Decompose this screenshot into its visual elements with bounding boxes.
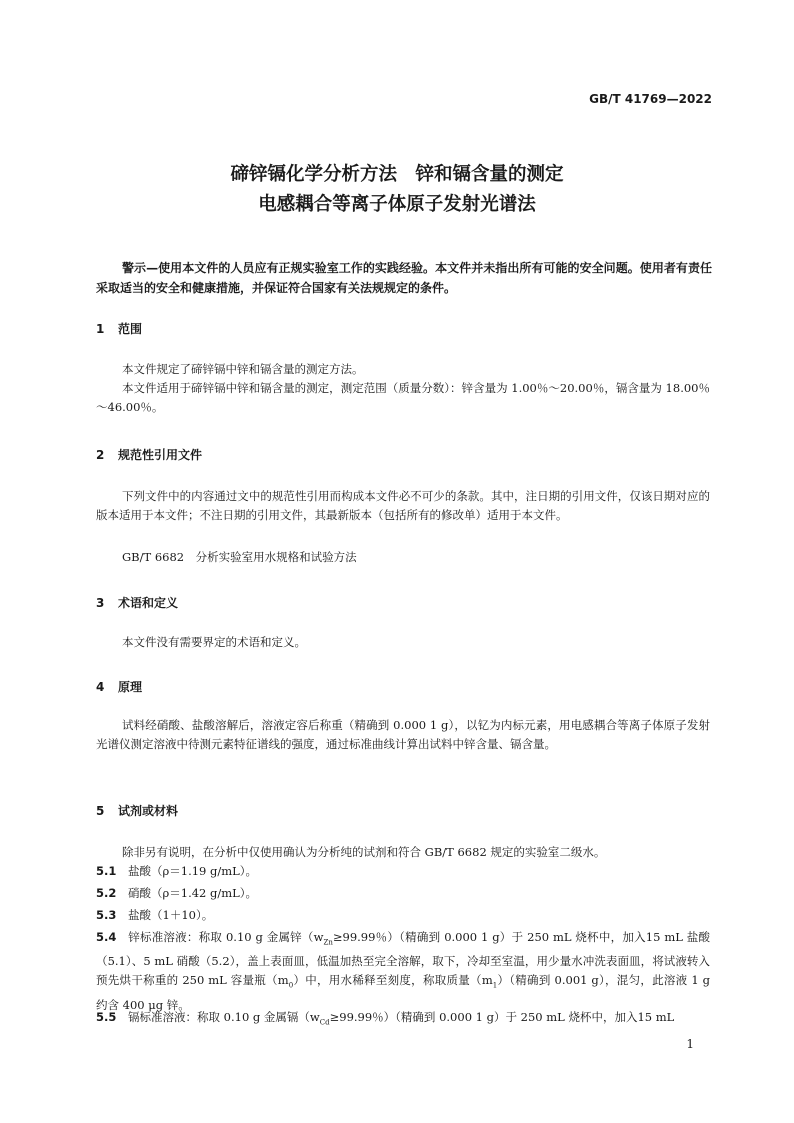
section-heading-principle [96,678,142,695]
subscript: Cd [319,1018,330,1027]
paragraph: 除非另有说明，在分析中仅使用确认为分析纯的试剂和符合 GB/T 6682 规定的实验室二级水。 [122,845,606,859]
item-text: 盐酸（1＋10）。 [128,908,214,922]
section-number: 4 [96,680,105,694]
section-number: 1 [96,322,105,336]
section-number: 3 [96,596,105,610]
item-text: ≥99.99％）（精确到 0.000 1 g）于 250 mL 烧杯中，加入15 mL [329,1010,675,1024]
item-text: 硝酸（ρ＝1.42 g/mL）。 [128,886,258,900]
subscript: 1 [492,981,498,990]
section-heading-normative-references [96,446,202,463]
section-heading-scope [96,320,142,337]
section-title: 原理 [118,680,143,694]
item-number: 5.2 [96,886,117,900]
list-item [96,862,710,881]
item-text: ）（精确到 0.001 g），混匀，此溶液 1 g 约含 400 μg 锌。 [96,973,710,1012]
standard-code: GB/T 41769—2022 [589,92,712,106]
item-text: 锌标准溶液：称取 0.10 g 金属锌（w [128,930,324,944]
section-title: 范围 [118,322,143,336]
section-number: 2 [96,448,105,462]
page-number: 1 [686,1037,694,1051]
item-number: 5.1 [96,864,117,878]
section-title: 试剂或材料 [118,804,179,818]
section-title: 术语和定义 [118,596,179,610]
list-item [96,906,710,925]
subscript: Zn [323,938,333,947]
item-text: 盐酸（ρ＝1.19 g/mL）。 [128,864,258,878]
section-title: 规范性引用文件 [118,448,203,462]
item-number: 5.3 [96,908,117,922]
document-title-line-1: 碲锌镉化学分析方法 锌和镉含量的测定 [230,164,564,185]
subscript: 0 [288,981,294,990]
list-item [96,928,710,1015]
item-number: 5.4 [96,930,117,944]
list-item [96,884,710,903]
item-text: 镉标准溶液：称取 0.10 g 金属镉（w [128,1010,320,1024]
section-heading-reagents [96,802,178,819]
safety-warning: 警示—使用本文件的人员应有正规实验室工作的实践经验。本文件并未指出所有可能的安全问题。使用者有责任采取适当的安全和健康措施，并保证符合国家有关法规规定的条件。 [96,261,712,295]
section-heading-terms [96,594,178,611]
item-text: ）中，用水稀释至刻度，称取质量（m [293,973,493,988]
paragraph: 试料经硝酸、盐酸溶解后，溶液定容后称重（精确到 0.000 1 g），以钇为内标元素，用电感耦合等离子体原子发射光谱仪测定溶液中待测元素特征谱线的强度，通过标准曲线计算出试料中锌含量、镉含量。 [96,718,710,751]
paragraph: 本文件没有需要界定的术语和定义。 [122,635,306,649]
paragraph: 本文件适用于碲锌镉中锌和镉含量的测定，测定范围（质量分数）：锌含量为 1.00％～20.00％，镉含量为 18.00％～46.00％。 [96,381,710,414]
paragraph: 本文件规定了碲锌镉中锌和镉含量的测定方法。 [122,362,364,376]
list-item [96,1008,710,1032]
reference-entry: GB/T 6682 分析实验室用水规格和试验方法 [122,550,357,564]
paragraph: 下列文件中的内容通过文中的规范性引用而构成本文件必不可少的条款。其中，注日期的引用文件，仅该日期对应的版本适用于本文件；不注日期的引用文件，其最新版本（包括所有的修改单）适用于本文件。 [96,489,710,522]
item-text: ≥99.99％）（精确到 0.000 1 g）于 250 mL 烧杯中，加入15 mL 盐酸（5.1）、5 mL 硝酸（5.2），盖上表面皿，低温加热至完全溶解，取下，冷却至室温，用少量水冲洗表面皿，将试液转入预先烘干称重的 250 mL 容量瓶（m [96,930,710,988]
item-number: 5.5 [96,1010,117,1024]
section-number: 5 [96,804,105,818]
document-title-line-2: 电感耦合等离子体原子发射光谱法 [258,194,536,215]
